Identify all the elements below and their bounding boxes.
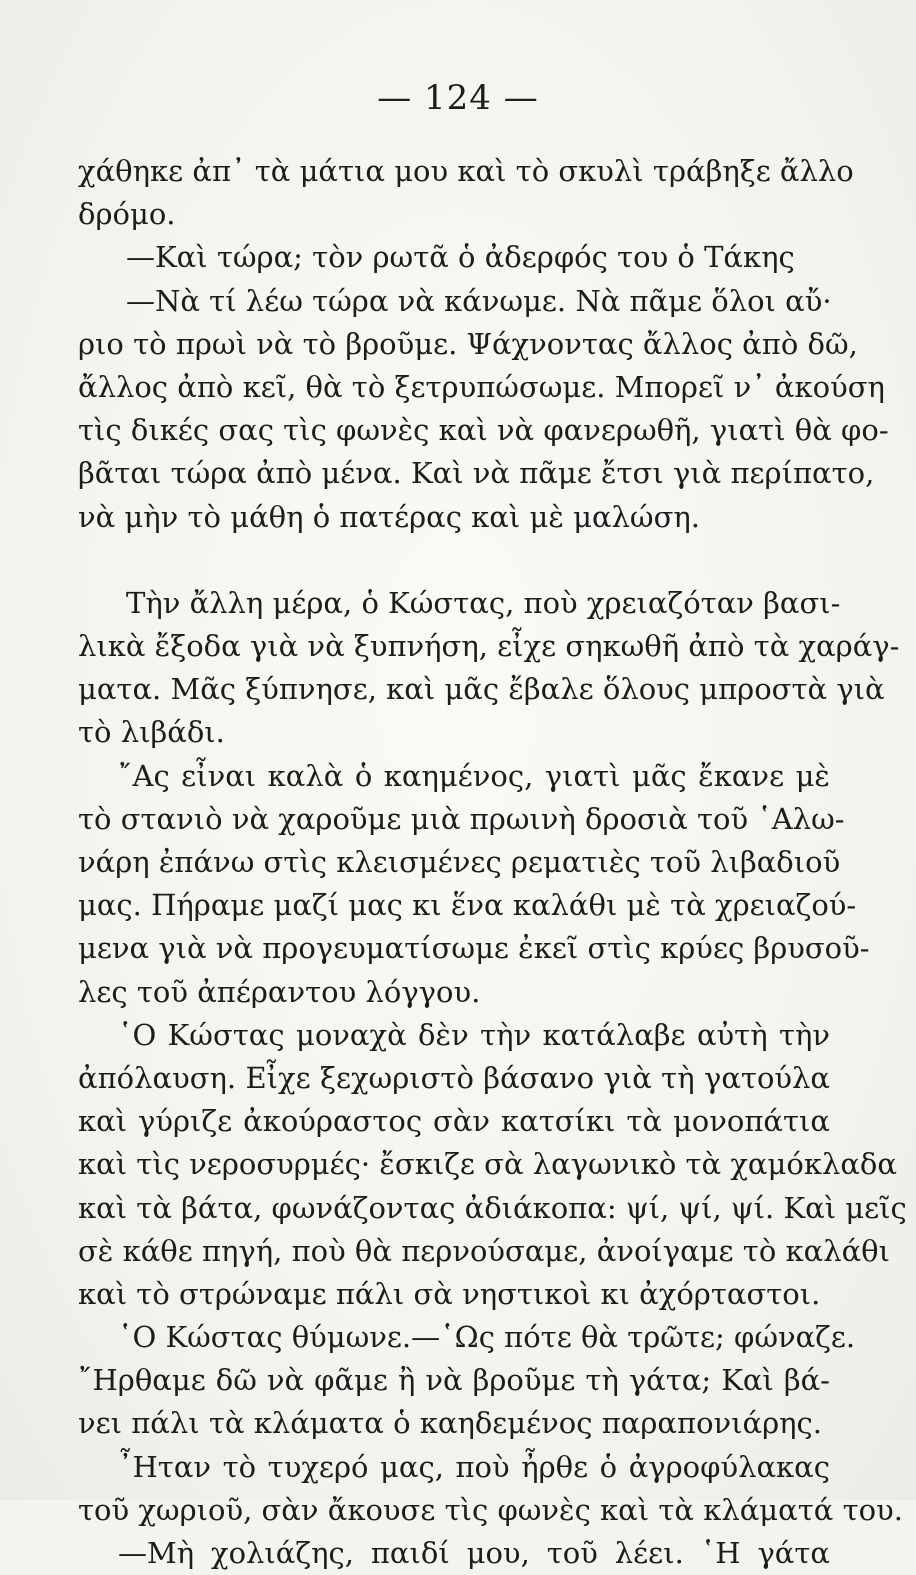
paragraph	[78, 1316, 856, 1446]
text-line: μενα γιὰ νὰ προγευματίσωμε ἐκεῖ στὶς κρύες βρυσοῦ-	[78, 931, 870, 966]
text-line: ῏Ηταν τὸ τυχερό μας, ποὺ ἦρθε ὁ ἀγροφύλακας	[118, 1449, 830, 1484]
text-line: Τὴν ἄλλη μέρα, ὁ Κώστας, ποὺ χρειαζόταν βασι-	[126, 585, 841, 620]
text-line: χάθηκε ἀπ᾽ τὰ μάτια μου καὶ τὸ σκυλὶ τράβηξε ἄλλο	[78, 154, 854, 188]
text-line: ριο τὸ πρωὶ νὰ τὸ βροῦμε. Ψάχνοντας ἄλλος ἀπὸ δῶ,	[78, 326, 858, 361]
paragraph	[78, 582, 900, 755]
paragraph	[78, 1532, 830, 1575]
paragraph	[78, 280, 889, 539]
text-line: καὶ τὰ βάτα, φωνάζοντας ἀδιάκοπα: ψί, ψί, ψί. Καὶ μεῖς	[78, 1190, 907, 1225]
text-line: λικὰ ἔξοδα γιὰ νὰ ξυπνήση, εἶχε σηκωθῆ ἀπὸ τὰ χαράγ-	[78, 629, 900, 664]
text-line: σὲ κάθε πηγή, ποὺ θὰ περνούσαμε, ἀνοίγαμε τὸ καλάθι	[78, 1233, 890, 1268]
paragraph	[78, 1446, 903, 1532]
text-line: ἄλλος ἀπὸ κεῖ, θὰ τὸ ξετρυπώσωμε. Μπορεῖ ν᾽ ἀκούση	[78, 369, 885, 404]
paragraph	[78, 755, 870, 1014]
text-line: καὶ τὸ στρώναμε πάλι σὰ νηστικοὶ κι ἀχόρταστοι.	[78, 1276, 821, 1311]
text-line: —Καὶ τώρα; τὸν ρωτᾶ ὁ ἀδερφός του ὁ Τάκης	[126, 240, 795, 275]
text-line: καὶ τὶς νεροσυρμές· ἔσκιζε σὰ λαγωνικὸ τὰ χαμόκλαδα	[78, 1147, 897, 1182]
paragraph	[78, 150, 854, 236]
text-line: νάρη ἐπάνω στὶς κλεισμένες ρεματιὲς τοῦ λιβαδιοῦ	[78, 845, 841, 879]
text-line: βᾶται τώρα ἀπὸ μένα. Καὶ νὰ πᾶμε ἔτσι γιὰ περίπατο,	[78, 456, 875, 491]
page-number: — 124 —	[377, 78, 539, 118]
text-line: ῾Ο Κώστας θύμωνε.—῾Ως πότε θὰ τρῶτε; φώναζε.	[118, 1320, 856, 1355]
text-line: ματα. Μᾶς ξύπνησε, καὶ μᾶς ἔβαλε ὅλους μπροστὰ γιὰ	[78, 672, 885, 707]
body-text	[78, 150, 907, 1575]
text-line: λες τοῦ ἀπέραντου λόγγου.	[78, 974, 481, 1009]
text-line: τὶς δικές σας τὶς φωνὲς καὶ νὰ φανερωθῆ, γιατὶ θὰ φο-	[78, 413, 889, 448]
text-line: —Νὰ τί λέω τώρα νὰ κάνωμε. Νὰ πᾶμε ὅλοι αὔ·	[126, 283, 832, 318]
text-line: μας. Πήραμε μαζί μας κι ἕνα καλάθι μὲ τὰ χρειαζού-	[78, 888, 857, 923]
text-line: —Μὴ χολιάζης, παιδί μου, τοῦ λέει. ῾Η γάτα	[118, 1536, 830, 1570]
text-line: τοῦ χωριοῦ, σὰν ἄκουσε τὶς φωνὲς καὶ τὰ κλάματά του.	[78, 1492, 903, 1527]
paragraph-gap	[78, 539, 830, 582]
paragraph	[78, 236, 830, 279]
text-line: καὶ γύριζε ἀκούραστος σὰν κατσίκι τὰ μονοπάτια	[78, 1104, 830, 1139]
text-line: ῾Ο Κώστας μοναχὰ δὲν τὴν κατάλαβε αὐτὴ τὴν	[118, 1017, 830, 1052]
text-line: ῎Ας εἶναι καλὰ ὁ καημένος, γιατὶ μᾶς ἔκανε μὲ	[118, 758, 830, 793]
text-line: δρόμο.	[78, 197, 176, 232]
text-line: τὸ στανιὸ νὰ χαροῦμε μιὰ πρωινὴ δροσιὰ τοῦ ῾Αλω-	[78, 801, 845, 836]
text-line: νει πάλι τὰ κλάματα ὁ καηδεμένος παραπονιάρης.	[78, 1406, 822, 1441]
text-line: νὰ μὴν τὸ μάθη ὁ πατέρας καὶ μὲ μαλώση.	[78, 499, 700, 534]
text-line: ἀπόλαυση. Εἶχε ξεχωριστὸ βάσανο γιὰ τὴ γατούλα	[78, 1060, 830, 1095]
text-line: ῎Ηρθαμε δῶ νὰ φᾶμε ἢ νὰ βροῦμε τὴ γάτα; Καὶ βά-	[78, 1363, 830, 1398]
paragraph	[78, 1014, 907, 1316]
text-line: τὸ λιβάδι.	[78, 715, 225, 750]
